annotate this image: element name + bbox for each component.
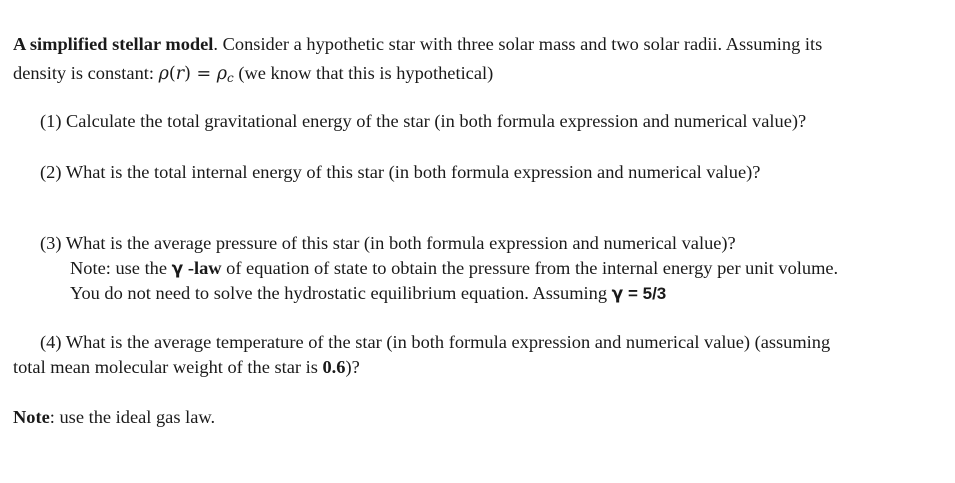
question-2: (2) What is the total internal energy of this star (in both formula expression and numerical value)? — [40, 162, 761, 182]
final-note-text: : use the ideal gas law. — [49, 407, 216, 427]
question-1: (1) Calculate the total gravitational energy of the star (in both formula expression and numerical value)? — [40, 111, 807, 131]
gamma-symbol-2: γ — [611, 284, 624, 304]
intro-line-1 — [13, 33, 822, 55]
question-3-note-line-1 — [70, 257, 838, 280]
q4-text-3: )? — [345, 357, 360, 377]
gamma-value: = 5/3 — [623, 284, 667, 303]
intro-line-2 — [13, 62, 493, 85]
density-formula: $\rho(r) = \rho_c$ — [158, 64, 234, 85]
r-symbol: r — [175, 64, 185, 84]
equals-sign: = — [196, 64, 212, 84]
gamma-symbol: γ — [171, 259, 184, 279]
question-4-line-2 — [13, 356, 360, 378]
molecular-weight-value: 0.6 — [322, 357, 346, 377]
rho-c-symbol: ρ — [216, 64, 228, 84]
rho-c-subscript: c — [227, 71, 234, 85]
question-3: (3) What is the average pressure of this star (in both formula expression and numerical value)? — [40, 233, 736, 253]
title-separator: . — [213, 34, 219, 54]
q3-note-text-1: Note: use the — [70, 258, 172, 278]
gamma-law-label: -law — [183, 258, 222, 278]
q4-text-2: total mean molecular weight of the star is — [13, 357, 323, 377]
intro-text-2: density is constant: — [13, 63, 159, 83]
problem-title: A simplified stellar model — [13, 34, 214, 54]
rho-symbol: ρ — [158, 64, 169, 84]
q3-note-text-2: of equation of state to obtain the pressure from the internal energy per unit volume. — [221, 258, 839, 278]
question-3-note-line-2 — [70, 282, 666, 305]
final-note — [13, 406, 215, 428]
question-4: (4) What is the average temperature of the star (in both formula expression and numerical value) (assuming — [40, 332, 831, 352]
q3-note-text-3: You do not need to solve the hydrostatic equilibrium equation. Assuming — [70, 283, 612, 303]
final-note-label: Note — [13, 407, 50, 427]
intro-text-1: Consider a hypothetic star with three solar mass and two solar radii. Assuming its — [218, 34, 823, 54]
intro-text-3: (we know that this is hypothetical) — [233, 63, 494, 83]
